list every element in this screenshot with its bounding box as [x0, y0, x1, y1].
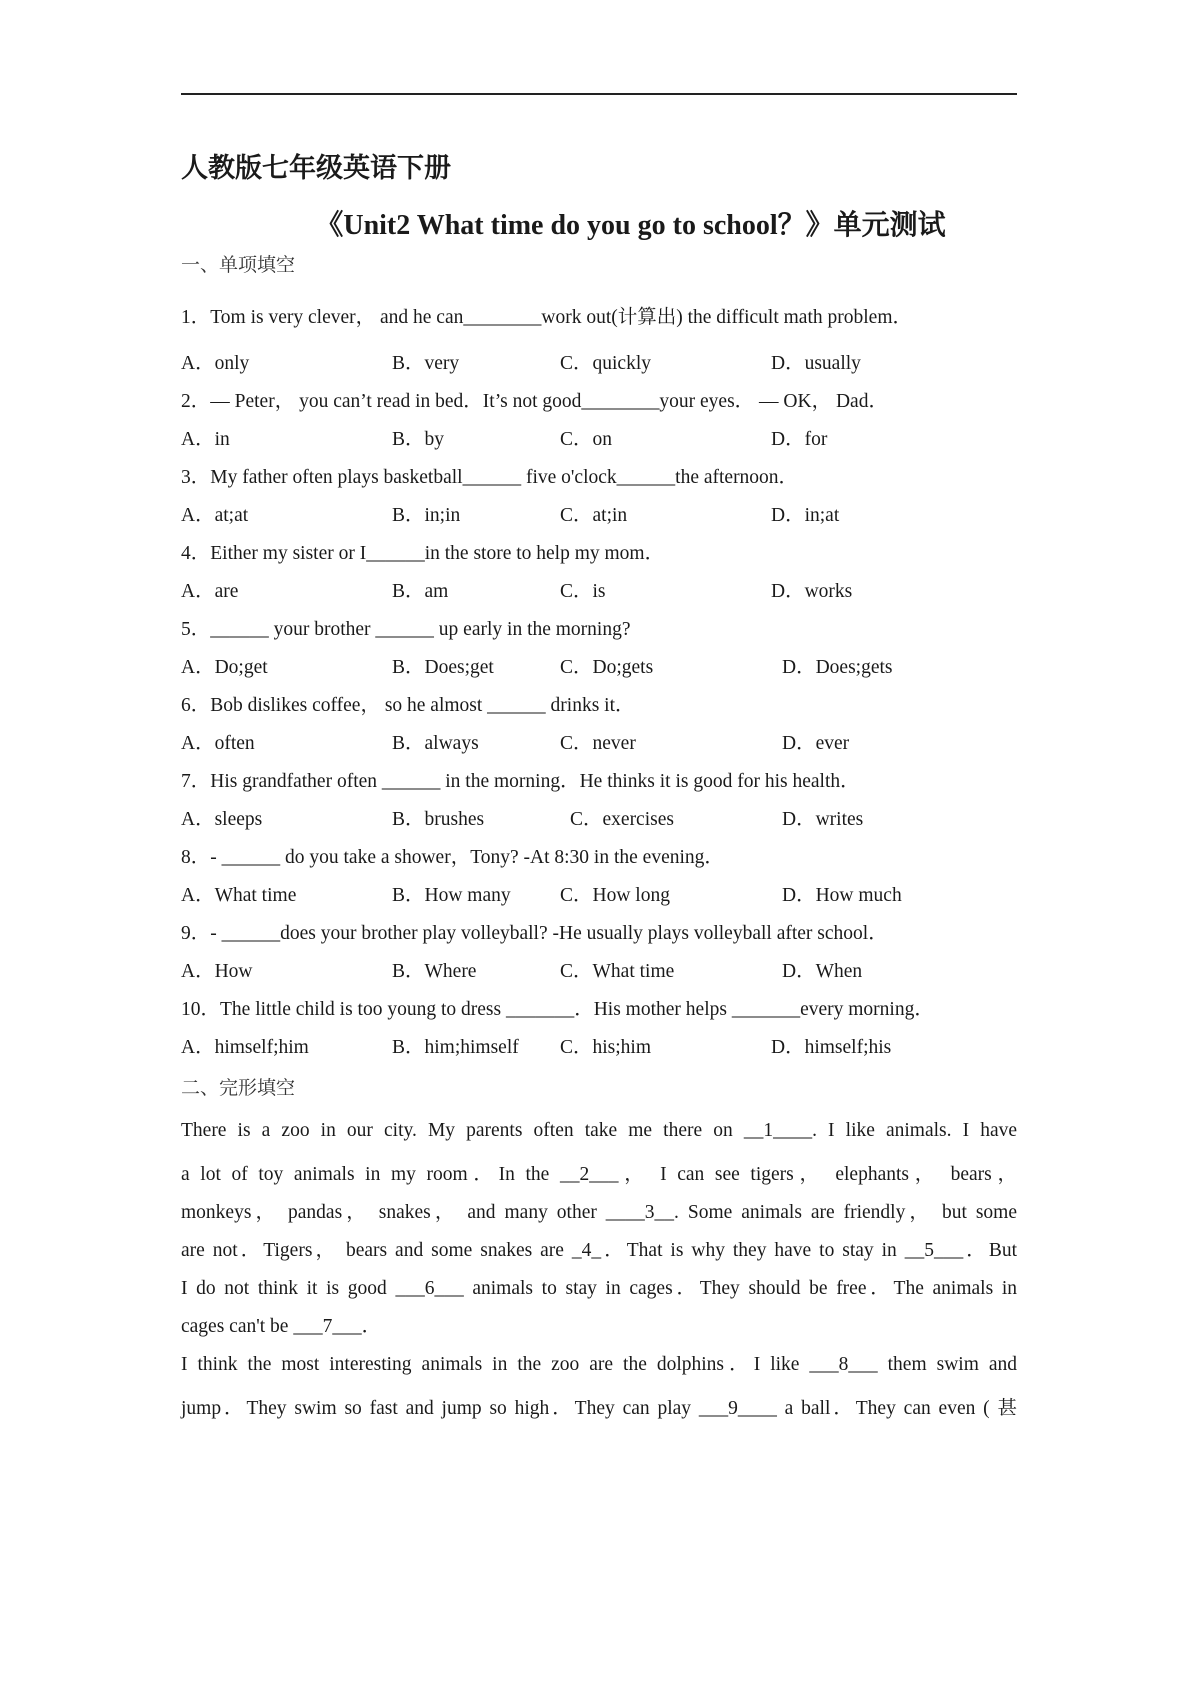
doc-title: 人教版七年级英语下册: [181, 153, 451, 184]
paragraph-line: a lot of toy animals in my room．In the __2___， I can see tigers， elephants， bears，: [181, 1164, 1017, 1185]
option-d: D．Does;gets: [782, 657, 893, 678]
option-c: C．is: [560, 581, 606, 602]
option-d: D．usually: [771, 353, 861, 374]
option-d: D．in;at: [771, 505, 840, 526]
question-6: 6．Bob dislikes coffee， so he almost ______ drinks it．: [181, 695, 635, 716]
options-8: [181, 879, 1021, 905]
option-b: B．am: [392, 581, 449, 602]
question-4: 4．Either my sister or I______in the store to help my mom．: [181, 543, 665, 564]
option-b: B．by: [392, 429, 445, 450]
option-d: D．works: [771, 581, 853, 602]
option-b: B．Where: [392, 961, 477, 982]
option-d: D．for: [771, 429, 828, 450]
option-a: A．in: [181, 429, 230, 450]
paragraph-line: I think the most interesting animals in the zoo are the dolphins．I like ___8___ them swim and: [181, 1354, 1017, 1375]
section-heading-cloze: 二、完形填空: [181, 1077, 296, 1099]
option-a: A．only: [181, 353, 250, 374]
option-b: B．always: [392, 733, 479, 754]
question-9: 9．- ______does your brother play volleyball? -He usually plays volleyball after school．: [181, 923, 888, 944]
options-10: [181, 1031, 1021, 1057]
question-1: 1．Tom is very clever， and he can________work out(计算出) the difficult math problem．: [181, 307, 912, 328]
option-d: D．writes: [782, 809, 864, 830]
option-a: A．at;at: [181, 505, 249, 526]
option-d: D．How much: [782, 885, 902, 906]
options-4: [181, 575, 1021, 601]
option-b: B．Does;get: [392, 657, 494, 678]
options-6: [181, 727, 1021, 753]
options-2: [181, 423, 1021, 449]
option-d: D．himself;his: [771, 1037, 892, 1058]
option-a: A．Do;get: [181, 657, 268, 678]
question-10: 10．The little child is too young to dress _______．His mother helps _______every morning．: [181, 999, 934, 1020]
option-b: B．brushes: [392, 809, 485, 830]
option-c: C．How long: [560, 885, 670, 906]
paragraph-line: cages can't be ___7___．: [181, 1316, 382, 1337]
option-d: D．When: [782, 961, 863, 982]
option-a: A．sleeps: [181, 809, 263, 830]
question-2: 2．— Peter， you can’t read in bed．It’s not good________your eyes． — OK， Dad．: [181, 391, 888, 412]
question-5: 5．______ your brother ______ up early in the morning?: [181, 619, 631, 640]
question-3: 3．My father often plays basketball______ five o'clock______the afternoon．: [181, 467, 799, 488]
option-c: C．on: [560, 429, 613, 450]
option-a: A．How: [181, 961, 253, 982]
paragraph-line: jump．They swim so fast and jump so high．They can play ___9____ a ball．They can even ( 甚: [181, 1398, 1017, 1419]
options-7: [181, 803, 1021, 829]
option-c: C．quickly: [560, 353, 651, 374]
paragraph-line: There is a zoo in our city. My parents often take me there on __1____. I like animals. I have: [181, 1120, 1017, 1141]
option-a: A．are: [181, 581, 239, 602]
option-b: B．him;himself: [392, 1037, 519, 1058]
option-c: C．at;in: [560, 505, 628, 526]
options-5: [181, 651, 1021, 677]
paragraph-line: are not．Tigers， bears and some snakes are _4_．That is why they have to stay in __5___．But: [181, 1240, 1017, 1261]
question-7: 7．His grandfather often ______ in the morning．He thinks it is good for his health．: [181, 771, 860, 792]
paragraph-line: monkeys， pandas， snakes， and many other ____3__. Some animals are friendly， but some: [181, 1202, 1017, 1223]
options-1: [181, 347, 1021, 373]
option-a: A．What time: [181, 885, 297, 906]
header-rule: [181, 93, 1017, 95]
question-8: 8．- ______ do you take a shower，Tony? -At 8:30 in the evening．: [181, 847, 724, 868]
option-c: C．Do;gets: [560, 657, 654, 678]
option-b: B．in;in: [392, 505, 461, 526]
section-heading-single-choice: 一、单项填空: [181, 254, 296, 276]
paragraph-line: I do not think it is good ___6___ animals to stay in cages．They should be free．The animals in: [181, 1278, 1017, 1299]
option-c: C．What time: [560, 961, 675, 982]
option-b: B．very: [392, 353, 460, 374]
option-d: D．ever: [782, 733, 850, 754]
doc-subtitle: 《Unit2 What time do you go to school？》单元测试: [315, 210, 946, 241]
option-c: C．never: [560, 733, 636, 754]
option-a: A．often: [181, 733, 255, 754]
option-b: B．How many: [392, 885, 511, 906]
options-3: [181, 499, 1021, 525]
option-c: C．his;him: [560, 1037, 652, 1058]
option-a: A．himself;him: [181, 1037, 309, 1058]
options-9: [181, 955, 1021, 981]
option-c: C．exercises: [570, 809, 674, 830]
